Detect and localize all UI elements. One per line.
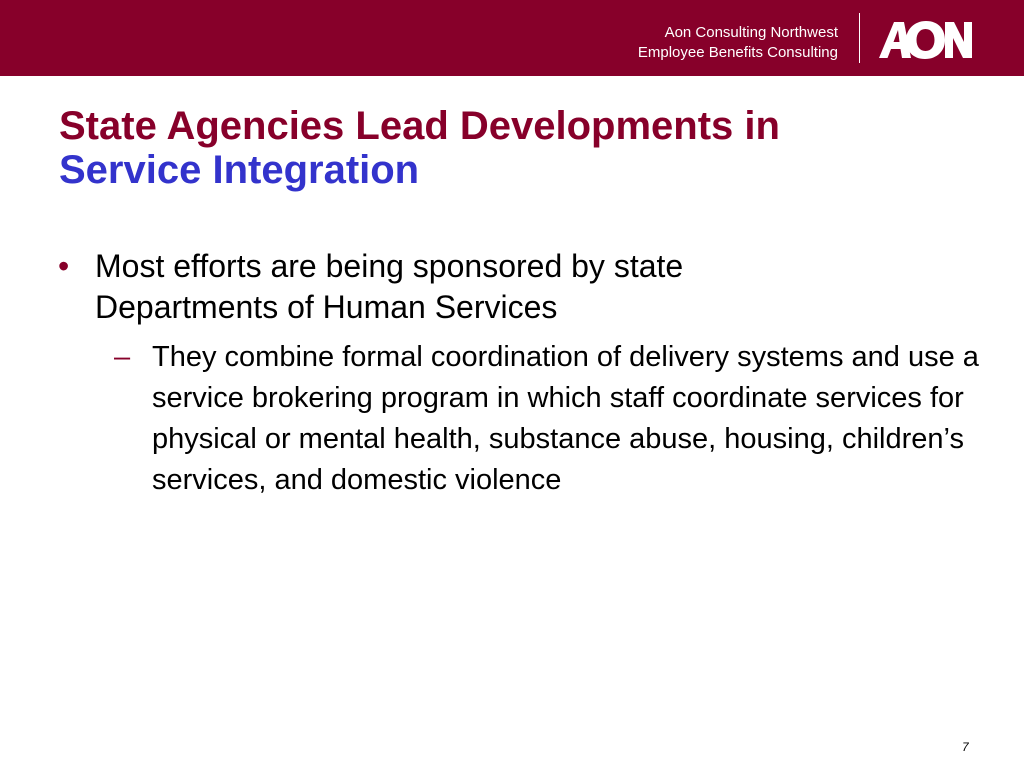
slide-title-line2: Service Integration: [59, 148, 420, 192]
header-line-company: Aon Consulting Northwest: [664, 24, 838, 41]
aon-logo: [877, 18, 973, 60]
header-company-text: [638, 23, 838, 63]
sub-bullet-item: [114, 337, 988, 501]
header-divider: [859, 13, 860, 63]
bullet-marker: •: [58, 248, 70, 284]
page-number: 7: [962, 740, 969, 754]
slide-title: [59, 104, 780, 192]
slide-body: [58, 246, 988, 501]
sub-bullet-text: They combine formal coordination of delivery systems and use a service brokering program in which staff coordinate services for physical or mental health, substance abuse, housing, children’s services, and domestic violence: [152, 341, 979, 496]
sub-bullet-marker: –: [114, 341, 131, 373]
bullet-text: Most efforts are being sponsored by state Departments of Human Services: [95, 248, 684, 325]
bullet-item: [58, 246, 988, 328]
slide-title-line1: State Agencies Lead Developments in: [59, 104, 780, 148]
header-bar: [0, 0, 1024, 76]
header-line-division: Employee Benefits Consulting: [637, 44, 838, 61]
